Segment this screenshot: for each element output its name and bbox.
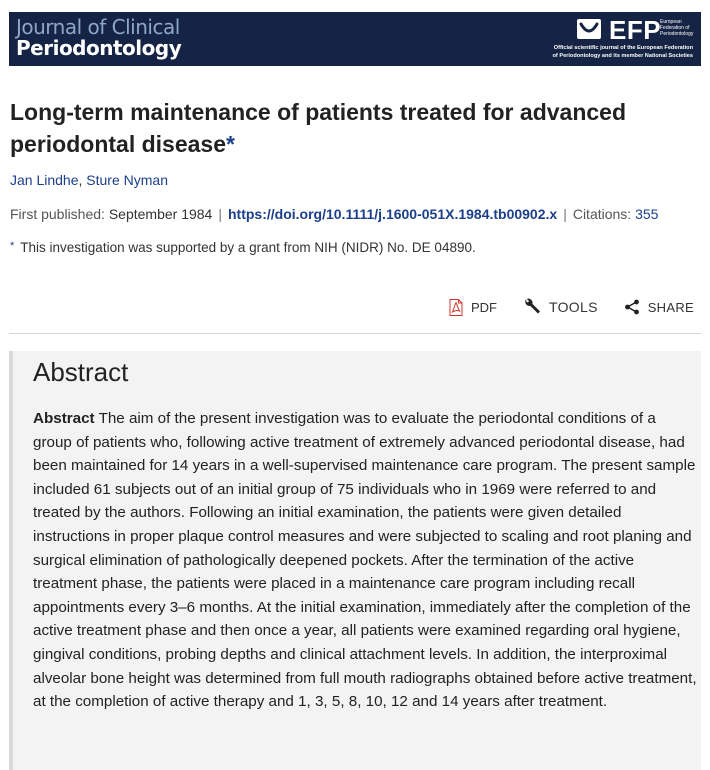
share-icon	[624, 299, 640, 315]
share-label: SHARE	[647, 299, 694, 315]
first-published-label: First published:	[10, 206, 105, 222]
info-separator: |	[563, 206, 567, 222]
efp-fullname	[660, 19, 700, 37]
efp-abbrev: EFP	[609, 15, 662, 45]
journal-name-line2: Periodontology	[16, 36, 182, 60]
doi-link[interactable]: https://doi.org/10.1111/j.1600-051X.1984.tb00902.x	[228, 206, 558, 222]
section-divider	[9, 333, 701, 334]
footnote-text: This investigation was supported by a grant from NIH (NIDR) No. DE 04890.	[20, 240, 476, 255]
wrench-icon	[523, 298, 541, 316]
first-published-date: September 1984	[108, 206, 213, 222]
efp-tagline	[553, 45, 694, 60]
publication-info	[10, 206, 658, 222]
abstract-body-text: The aim of the present investigation was to evaluate the periodontal conditions of a group of patients who, following active treatment of extremely advanced periodontal disease, had been maintained for 14 years in a well-supervised maintenance care program. The present sample included 61 subjects out of an initial group of 75 individuals who in 1969 were referred to and treated by the authors. Following an initial examination, the patients were given detailed instructions in proper plaque control measures and were subjected to scaling and root planing and surgical elimination of pathologically deepened pockets. After the termination of the active treatment phase, the patients were placed in a maintenance care program including recall appointments every 3–6 months. At the initial examination, immediately after the completion of the active treatment phase and then once a year, all patients were examined regarding oral hygiene, gingival conditions, probing depths and clinical attachment levels. In addition, the interproximal alveolar bone height was determined from full mouth radiographs obtained before active treatment, at the completion of active therapy and 1, 3, 5, 8, 10, 12 and 14 years after treatment.	[33, 410, 697, 711]
abstract-heading: Abstract	[33, 357, 129, 387]
article-title-text: Long-term maintenance of patients treated for advanced periodontal disease	[10, 99, 627, 157]
author-list	[10, 172, 168, 188]
pdf-label: PDF	[471, 299, 497, 315]
info-separator: |	[218, 206, 222, 222]
efp-logo-icon	[577, 19, 601, 39]
tools-label: TOOLS	[549, 299, 598, 315]
efp-tagline-line: Official scientific journal of the European Federation	[553, 45, 693, 51]
article-toolbar	[423, 297, 694, 317]
efp-fullname-line: European	[660, 19, 682, 25]
efp-fullname-line: Federation of	[660, 25, 690, 31]
pdf-button[interactable]	[449, 299, 497, 316]
title-footnote-link[interactable]: *	[226, 131, 235, 157]
efp-fullname-line: Periodontology	[660, 31, 694, 37]
author-link[interactable]: Sture Nyman	[86, 172, 168, 188]
article-title	[10, 96, 690, 160]
funding-footnote	[10, 240, 476, 255]
efp-tagline-line: of Periodontology and its member National Societies	[552, 52, 693, 59]
journal-logo[interactable]	[16, 17, 181, 59]
tools-button[interactable]	[523, 298, 598, 316]
citations-label: Citations:	[572, 206, 632, 222]
abstract-text	[33, 407, 697, 714]
pdf-icon	[449, 299, 463, 316]
footnote-mark: *	[10, 240, 15, 252]
journal-name-line1: Journal of Clinical	[16, 15, 180, 39]
citations-count-link[interactable]: 355	[635, 206, 659, 222]
author-separator: ,	[78, 172, 83, 188]
share-button[interactable]	[624, 299, 694, 315]
journal-banner[interactable]	[9, 12, 701, 66]
abstract-section	[9, 351, 701, 770]
abstract-lead: Abstract	[33, 410, 95, 427]
author-link[interactable]: Jan Lindhe	[10, 172, 79, 188]
